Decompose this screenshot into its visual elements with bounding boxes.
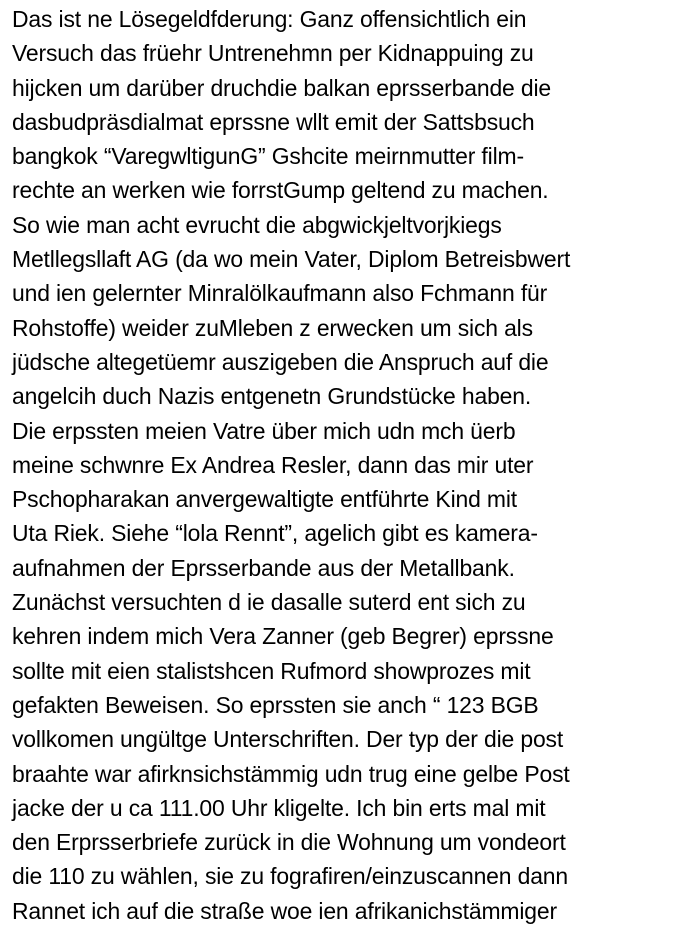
text-line: jüdsche altegetüemr auszigeben die Anspruch auf die <box>12 348 549 375</box>
text-line: Rohstoffe) weider zuMleben z erwecken um sich als <box>12 314 533 341</box>
text-line: bangkok “VaregwltigunG” Gshcite meirnmutter film- <box>12 143 524 170</box>
text-line: Uta Riek. Siehe “lola Rennt”, agelich gibt es kamera- <box>12 520 538 547</box>
body-text <box>12 2 682 928</box>
text-line: kehren indem mich Vera Zanner (geb Begrer) eprssne <box>12 623 554 650</box>
text-line: vollkomen ungültge Unterschriften. Der typ der die post <box>12 726 564 753</box>
text-line: Versuch das früehr Untrenehmn per Kidnappuing zu <box>12 40 534 67</box>
text-line: Die erpssten meien Vatre über mich udn mch üerb <box>12 417 516 444</box>
text-line: angelcih duch Nazis entgenetn Grundstücke haben. <box>12 383 532 410</box>
text-line: jacke der u ca 111.00 Uhr kligelte. Ich bin erts mal mit <box>12 794 546 821</box>
text-line: aufnahmen der Eprsserbande aus der Metallbank. <box>12 554 515 581</box>
text-line: braahte war afirknsichstämmig udn trug eine gelbe Post <box>12 760 570 787</box>
text-line: hijcken um darüber druchdie balkan eprsserbande die <box>12 74 551 101</box>
text-line: die 110 zu wählen, sie zu fografiren/einzuscannen dann <box>12 863 568 890</box>
text-line: Zunächst versuchten d ie dasalle suterd ent sich zu <box>12 589 526 616</box>
text-line: So wie man acht evrucht die abgwickjeltvorjkiegs <box>12 211 502 238</box>
text-line: rechte an werken wie forrstGump geltend zu machen. <box>12 177 549 204</box>
text-line: dasbudpräsdialmat eprssne wllt emit der Sattsbsuch <box>12 108 535 135</box>
text-line: Rannet ich auf die straße woe ien afrikanichstämmiger <box>12 897 557 924</box>
text-line: Pschopharakan anvergewaltigte entführte Kind mit <box>12 486 518 513</box>
text-line: Metllegsllaft AG (da wo mein Vater, Diplom Betreisbwert <box>12 246 571 273</box>
text-line: sollte mit eien stalistshcen Rufmord showprozes mit <box>12 657 531 684</box>
text-line: und ien gelernter Minralölkaufmann also Fchmann für <box>12 280 548 307</box>
text-line: gefakten Beweisen. So eprssten sie anch “ 123 BGB <box>12 691 539 718</box>
text-line: meine schwnre Ex Andrea Resler, dann das mir uter <box>12 451 534 478</box>
text-line: Das ist ne Lösegeldfderung: Ganz offensichtlich ein <box>12 6 527 32</box>
text-line: den Erprsserbriefe zurück in die Wohnung um vondeort <box>12 829 566 856</box>
